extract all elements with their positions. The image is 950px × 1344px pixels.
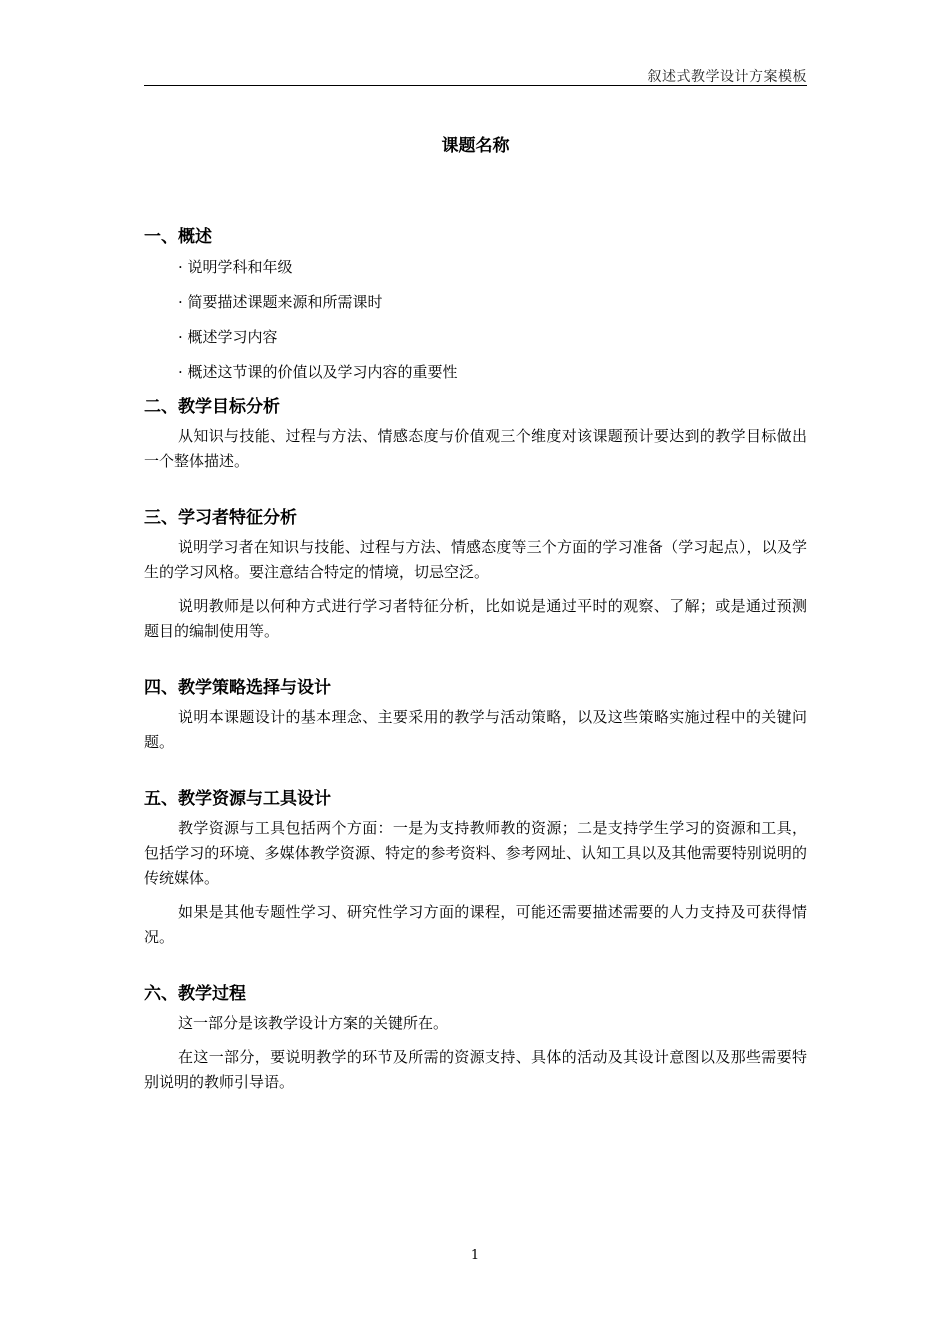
paragraph: 在这一部分，要说明教学的环节及所需的资源支持、具体的活动及其设计意图以及那些需要特别说明的教师引导语。	[144, 1048, 807, 1091]
paragraph: 说明本课题设计的基本理念、主要采用的教学与活动策略，以及这些策略实施过程中的关键问题。	[144, 708, 807, 751]
section-teaching-objectives	[144, 394, 807, 505]
section-resources-tools	[144, 786, 807, 981]
document-title: 课题名称	[441, 136, 510, 156]
paragraph: 教学资源与工具包括两个方面：一是为支持教师教的资源；二是支持学生学习的资源和工具，包括学习的环境、多媒体教学资源、特定的参考资料、参考网址、认知工具以及其他需要特别说明的传统媒体。	[144, 819, 807, 887]
bullet-item: · 概述这节课的价值以及学习内容的重要性	[178, 363, 458, 381]
section-heading: 四、教学策略选择与设计	[144, 678, 331, 698]
section-teaching-process	[144, 981, 807, 1095]
bullet-item: · 说明学科和年级	[178, 258, 293, 276]
section-heading: 三、学习者特征分析	[144, 508, 297, 528]
paragraph: 说明教师是以何种方式进行学习者特征分析，比如说是通过平时的观察、了解；或是通过预测题目的编制使用等。	[144, 597, 807, 640]
section-overview	[144, 224, 807, 385]
section-heading: 五、教学资源与工具设计	[144, 789, 331, 809]
section-teaching-strategy	[144, 675, 807, 786]
bullet-item: · 概述学习内容	[178, 328, 278, 346]
section-heading: 六、教学过程	[144, 984, 246, 1004]
paragraph: 这一部分是该教学设计方案的关键所在。	[178, 1014, 449, 1032]
paragraph: 如果是其他专题性学习、研究性学习方面的课程，可能还需要描述需要的人力支持及可获得情况。	[144, 903, 807, 946]
section-learner-analysis	[144, 505, 807, 675]
paragraph: 说明学习者在知识与技能、过程与方法、情感态度等三个方面的学习准备（学习起点），以及学生的学习风格。要注意结合特定的情境，切忌空泛。	[144, 538, 807, 581]
section-heading: 一、概述	[144, 227, 212, 247]
bullet-item: · 简要描述课题来源和所需课时	[178, 293, 383, 311]
document-body	[144, 132, 807, 1104]
paragraph: 从知识与技能、过程与方法、情感态度与价值观三个维度对该课题预计要达到的教学目标做出一个整体描述。	[144, 427, 807, 470]
header-rule	[144, 85, 807, 86]
running-header: 叙述式教学设计方案模板	[647, 69, 807, 85]
section-heading: 二、教学目标分析	[144, 397, 280, 417]
page-number: 1	[470, 1248, 480, 1263]
